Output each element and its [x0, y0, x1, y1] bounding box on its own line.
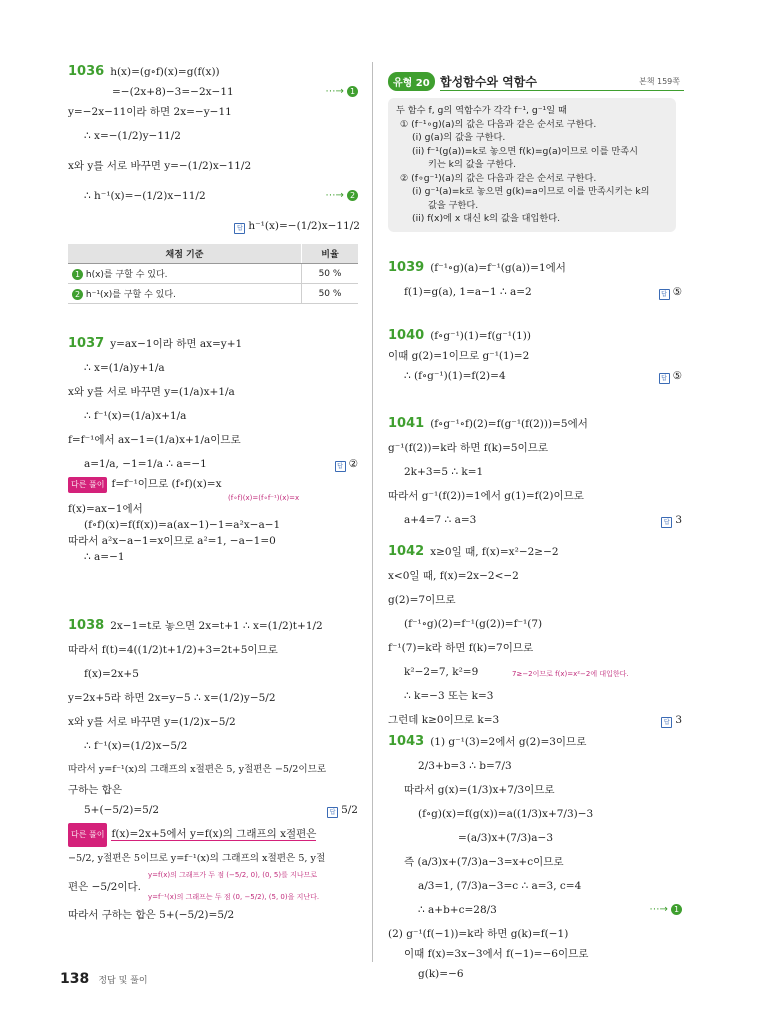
solution-line: =(a/3)x+(7/3)a−3: [458, 832, 554, 844]
grading-header-criteria: 채점 기준: [68, 244, 302, 264]
page-label: 정답 및 풀이: [98, 976, 148, 986]
solution-line: 그런데 k≥0이므로 k=3: [388, 714, 500, 726]
solution-line: 따라서 g⁻¹(f(2))=1에서 g(1)=f(2)이므로: [388, 490, 584, 502]
step-marker: ⋯→ 1: [649, 898, 682, 922]
summary-line: 키는 k의 값을 구한다.: [428, 159, 517, 170]
summary-line: (i) g⁻¹(a)=k로 놓으면 g(k)=a이므로 이를 만족시키는 k의: [412, 186, 650, 197]
grading-table: [68, 244, 358, 304]
page-footer: [60, 968, 148, 987]
answer: ②: [348, 458, 358, 470]
problem-1041: [388, 412, 684, 526]
problem-number: 1041: [388, 416, 425, 431]
answer-mark: [661, 708, 682, 732]
right-column: [388, 256, 684, 986]
grading-criterion: h(x)를 구할 수 있다.: [85, 270, 168, 280]
solution-line: =−(2x+8)−3=−2x−11: [112, 86, 234, 98]
summary-line: ② (f∘g⁻¹)(a)의 값은 다음과 같은 순서로 구한다.: [400, 172, 597, 184]
solution-line: 2/3+b=3 ∴ b=7/3: [418, 760, 512, 772]
answer-mark: [335, 452, 358, 476]
answer: 5/2: [341, 804, 358, 816]
solution-line: ∴ (f∘g⁻¹)(1)=f(2)=4: [404, 370, 506, 382]
solution-line: ∴ f⁻¹(x)=(1/a)x+1/a: [84, 410, 187, 422]
grading-ratio: 50 %: [302, 284, 359, 304]
side-note: y=f⁻¹(x)의 그래프는 두 점 (0, −5/2), (5, 0)을 지난다.: [148, 893, 320, 901]
step-marker: ⋯→ 1: [325, 84, 358, 100]
solution-line: ∴ a+b+c=28/3: [418, 904, 497, 916]
solution-line: f(x)=ax−1에서: [68, 503, 143, 515]
solution-line: (f∘g⁻¹∘f)(2)=f(g⁻¹(f(2)))=5에서: [430, 418, 588, 430]
side-note: 7≥−2이므로 f(x)=x²−2에 대입한다.: [512, 670, 629, 678]
solution-line: a=1/a, −1=1/a ∴ a=−1: [84, 458, 207, 470]
summary-line: 두 함수 f, g의 역함수가 각각 f⁻¹, g⁻¹일 때: [396, 105, 567, 116]
alt-solution-tag: 다른 풀이: [68, 823, 107, 847]
answer-mark: [661, 508, 682, 532]
answer-icon: 답: [234, 223, 245, 234]
solution-line: 따라서 g(x)=(1/3)x+7/3이므로: [404, 784, 555, 796]
answer: ⑤: [672, 370, 682, 382]
problem-1040: [388, 324, 684, 394]
type-header: [388, 70, 684, 92]
problem-1036: [68, 60, 360, 300]
type-summary-box: [388, 98, 676, 232]
answer: h⁻¹(x)=−(1/2)x−11/2: [248, 220, 360, 232]
summary-line: 값을 구한다.: [428, 199, 479, 211]
column-divider: [372, 62, 373, 962]
solution-line: −5/2, y절편은 5이므로 y=f⁻¹(x)의 그래프의 x절편은 5, y절: [68, 853, 326, 864]
solution-line: 따라서 y=f⁻¹(x)의 그래프의 x절편은 5, y절편은 −5/2이므로: [68, 764, 327, 775]
solution-line: h(x)=(g∘f)(x)=g(f(x)): [110, 66, 220, 78]
answer: 3: [675, 514, 682, 526]
problem-number: 1038: [68, 618, 105, 633]
solution-line: f⁻¹(7)=k라 하면 f(k)=7이므로: [388, 642, 534, 654]
solution-line: g(k)=−6: [418, 968, 464, 980]
solution-line: 2k+3=5 ∴ k=1: [404, 466, 484, 478]
solution-line: x와 y를 서로 바꾸면 y=(1/a)x+1/a: [68, 386, 235, 398]
solution-line: y=2x+5라 하면 2x=y−5 ∴ x=(1/2)y−5/2: [68, 692, 276, 704]
summary-line: (i) g(a)의 값을 구한다.: [412, 132, 506, 143]
solution-line: g(2)=7이므로: [388, 594, 456, 606]
problem-1037: [68, 332, 360, 572]
type-title: 합성함수와 역함수: [440, 75, 537, 89]
answer-icon: 답: [661, 717, 672, 728]
step-marker: ⋯→ 2: [325, 184, 358, 208]
solution-line: 따라서 구하는 합은 5+(−5/2)=5/2: [68, 909, 235, 921]
solution-line: (f⁻¹∘g)(2)=f⁻¹(g(2))=f⁻¹(7): [404, 618, 543, 630]
answer-icon: 답: [335, 461, 346, 472]
summary-line: (ii) f(x)에 x 대신 k의 값을 대입한다.: [412, 213, 561, 224]
left-column: [68, 60, 360, 927]
answer: 3: [675, 714, 682, 726]
solution-line: ∴ k=−3 또는 k=3: [404, 690, 494, 702]
answer-icon: 답: [659, 373, 670, 384]
solution-line: (1) g⁻¹(3)=2에서 g(2)=3이므로: [430, 736, 587, 748]
solution-line: x≥0일 때, f(x)=x²−2≥−2: [430, 546, 559, 558]
answer-icon: 답: [327, 807, 338, 818]
solution-line: ∴ x=−(1/2)y−11/2: [84, 130, 181, 142]
solution-line: 편은 −5/2이다.: [68, 881, 141, 893]
solution-line: y=ax−1이라 하면 ax=y+1: [110, 338, 243, 350]
step-marker-icon: 1: [72, 269, 83, 280]
alt-solution-tag: 다른 풀이: [68, 477, 107, 493]
solution-line: k²−2=7, k²=9: [404, 666, 479, 678]
problem-number: 1039: [388, 260, 425, 275]
summary-line: (ii) f⁻¹(g(a))=k로 놓으면 f(k)=g(a)이므로 이를 만족시: [412, 145, 639, 157]
solution-line: 이때 g(2)=1이므로 g⁻¹(1)=2: [388, 350, 530, 362]
solution-line: x와 y를 서로 바꾸면 y=−(1/2)x−11/2: [68, 160, 252, 172]
solution-line: a/3=1, (7/3)a−3=c ∴ a=3, c=4: [418, 880, 582, 892]
solution-line: ∴ f⁻¹(x)=(1/2)x−5/2: [84, 740, 188, 752]
problem-number: 1043: [388, 734, 425, 749]
solution-line: ∴ x=(1/a)y+1/a: [84, 362, 165, 374]
solution-line: y=−2x−11이라 하면 2x=−y−11: [68, 106, 232, 118]
answer-icon: 답: [661, 517, 672, 528]
problem-number: 1037: [68, 336, 105, 351]
solution-line: a+4=7 ∴ a=3: [404, 514, 477, 526]
problem-number: 1036: [68, 64, 105, 79]
answer-icon: 답: [659, 289, 670, 300]
solution-line: 구하는 합은: [68, 784, 123, 796]
type-badge: 유형 20: [388, 72, 435, 91]
solution-line: 2x−1=t로 놓으면 2x=t+1 ∴ x=(1/2)t+1/2: [110, 620, 323, 632]
summary-line: ① (f⁻¹∘g)(a)의 값은 다음과 같은 순서로 구한다.: [400, 118, 597, 130]
solution-line: 즉 (a/3)x+(7/3)a−3=x+c이므로: [404, 856, 564, 868]
type-underline: [440, 90, 684, 91]
solution-line: f=f⁻¹에서 ax−1=(1/a)x+1/a이므로: [68, 434, 241, 446]
page-number: 138: [60, 971, 90, 987]
solution-line: 5+(−5/2)=5/2: [84, 804, 160, 816]
solution-line: (f∘g)(x)=f(g(x))=a((1/3)x+7/3)−3: [418, 808, 594, 820]
table-row: [68, 264, 358, 284]
solution-line: 따라서 a²x−a−1=x이므로 a²=1, −a−1=0: [68, 535, 276, 547]
solution-line: ∴ h⁻¹(x)=−(1/2)x−11/2: [84, 190, 206, 202]
answer: ⑤: [672, 286, 682, 298]
solution-line: f=f⁻¹이므로 (f∘f)(x)=x: [111, 478, 222, 490]
solution-line: (2) g⁻¹(f(−1))=k라 하면 g(k)=f(−1): [388, 928, 569, 940]
table-row: [68, 284, 358, 304]
problem-1038: [68, 614, 360, 927]
answer-mark: [327, 798, 358, 822]
step-marker-icon: 2: [72, 289, 83, 300]
solution-line: ∴ a=−1: [84, 551, 125, 563]
answer-mark: [659, 280, 682, 304]
solution-line: f(1)=g(a), 1=a−1 ∴ a=2: [404, 286, 532, 298]
problem-1043: [388, 730, 684, 986]
solution-line: 따라서 f(t)=4((1/2)t+1/2)+3=2t+5이므로: [68, 644, 278, 656]
problem-1042: [388, 540, 684, 726]
problem-number: 1040: [388, 328, 425, 343]
solution-line: (f⁻¹∘g)(a)=f⁻¹(g(a))=1에서: [430, 262, 566, 274]
solution-line: (f∘f)(x)=f(f(x))=a(ax−1)−1=a²x−a−1: [84, 519, 281, 531]
grading-ratio: 50 %: [302, 264, 359, 284]
solution-line: x<0일 때, f(x)=2x−2<−2: [388, 570, 519, 582]
solution-line: f(x)=2x+5: [84, 668, 139, 680]
problem-number: 1042: [388, 544, 425, 559]
solution-line: x와 y를 서로 바꾸면 y=(1/2)x−5/2: [68, 716, 236, 728]
solution-line: g⁻¹(f(2))=k라 하면 f(k)=5이므로: [388, 442, 549, 454]
side-note: (f∘f)(x)=(f∘f⁻¹)(x)=x: [228, 494, 300, 502]
side-note: y=f(x)의 그래프가 두 점 (−5/2, 0), (0, 5)를 지나므로: [148, 871, 318, 879]
problem-1039: [388, 256, 684, 314]
solution-line: 이때 f(x)=3x−3에서 f(−1)=−6이므로: [404, 948, 589, 960]
grading-header-ratio: 비율: [302, 244, 359, 264]
grading-criterion: h⁻¹(x)를 구할 수 있다.: [85, 290, 176, 300]
answer-mark: [659, 364, 682, 388]
type-reference: 본책 159쪽: [639, 77, 680, 86]
solution-line: f(x)=2x+5에서 y=f(x)의 그래프의 x절편은: [111, 828, 317, 840]
solution-line: (f∘g⁻¹)(1)=f(g⁻¹(1)): [430, 330, 531, 342]
